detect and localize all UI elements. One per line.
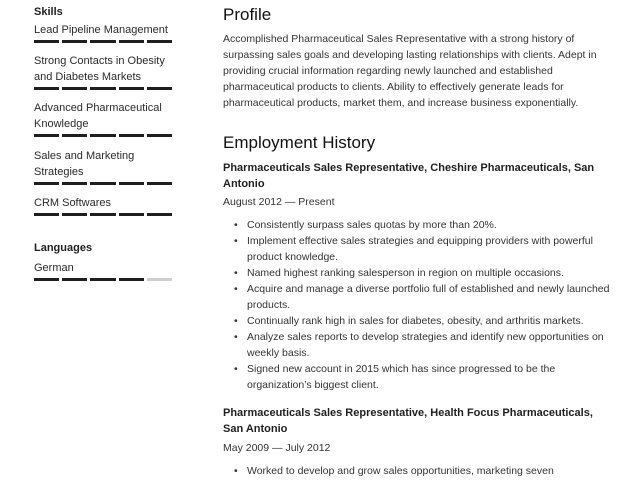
level-segment-filled (62, 213, 87, 216)
language-level-bar (34, 278, 172, 281)
skill-label: Lead Pipeline Management (34, 24, 168, 36)
list-item: • Continually rank high in sales for diabetes, obesity, and arthritis markets. (247, 313, 619, 329)
level-segment-filled (147, 40, 172, 43)
level-segment-filled (62, 182, 87, 185)
skills-heading: Skills (34, 6, 63, 18)
level-segment-filled (62, 134, 87, 137)
skill-item (34, 148, 172, 185)
skill-level-bar (34, 134, 172, 137)
level-segment-filled (34, 87, 59, 90)
job-title: Pharmaceuticals Sales Representative, Cheshire Pharmaceuticals, San Antonio (223, 162, 595, 190)
languages-heading: Languages (34, 242, 93, 254)
level-segment-filled (34, 182, 59, 185)
level-segment-empty (147, 278, 172, 281)
skill-item (34, 22, 172, 43)
level-segment-filled (34, 213, 59, 216)
list-item: • Implement effective sales strategies and equipping providers with powerful product knowledge. (247, 233, 619, 265)
level-segment-filled (62, 87, 87, 90)
list-item: • Consistently surpass sales quotas by more than 20%. (247, 217, 619, 233)
skill-level-bar (34, 182, 172, 185)
job-bullets (223, 463, 619, 479)
level-segment-filled (119, 87, 144, 90)
level-segment-filled (119, 182, 144, 185)
list-item: • Signed new account in 2015 which has since progressed to be the organization’s biggest client. (247, 361, 619, 393)
level-segment-filled (62, 40, 87, 43)
employment-heading: Employment History (223, 133, 376, 152)
level-segment-filled (90, 182, 115, 185)
level-segment-filled (90, 278, 115, 281)
list-item: • Worked to develop and grow sales opportunities, marketing seven (247, 463, 619, 479)
skill-level-bar (34, 213, 172, 216)
language-label: German (34, 262, 74, 274)
level-segment-filled (147, 134, 172, 137)
level-segment-filled (34, 40, 59, 43)
profile-text: Accomplished Pharmaceutical Sales Representative with a strong history of surpassing sales goals and developing lasting relationships with clients. Adept in providing crucial information regarding newly launched and established pharmaceutical products to clients. Ability to effectively generate leads for pharmaceutical products, market them, and increase business exponentially. (223, 33, 597, 109)
profile-heading: Profile (223, 5, 272, 24)
job-dates: August 2012 — Present (223, 196, 335, 208)
level-segment-filled (147, 213, 172, 216)
level-segment-filled (119, 213, 144, 216)
level-segment-filled (147, 87, 172, 90)
list-item: • Named highest ranking salesperson in region on multiple occasions. (247, 265, 619, 281)
level-segment-filled (90, 87, 115, 90)
level-segment-filled (119, 134, 144, 137)
skill-label: Strong Contacts in Obesity and Diabetes Markets (34, 55, 165, 83)
list-item: • Acquire and manage a diverse portfolio full of established and newly launched products. (247, 281, 619, 313)
job-dates: May 2009 — July 2012 (223, 442, 331, 454)
level-segment-filled (90, 134, 115, 137)
list-item: • Analyze sales reports to develop strategies and identify new opportunities on weekly basis. (247, 329, 619, 361)
job-title: Pharmaceuticals Sales Representative, Health Focus Pharmaceuticals, San Antonio (223, 407, 593, 435)
skill-level-bar (34, 87, 172, 90)
level-segment-filled (119, 40, 144, 43)
skill-item (34, 53, 172, 90)
level-segment-filled (147, 182, 172, 185)
job-bullets (223, 217, 619, 393)
level-segment-filled (62, 278, 87, 281)
level-segment-filled (34, 134, 59, 137)
skill-label: Sales and Marketing Strategies (34, 150, 135, 178)
level-segment-filled (119, 278, 144, 281)
skill-level-bar (34, 40, 172, 43)
level-segment-filled (90, 213, 115, 216)
skill-item (34, 100, 172, 137)
language-item (34, 260, 172, 281)
skill-label: CRM Softwares (34, 197, 112, 209)
skill-item (34, 195, 172, 216)
skill-label: Advanced Pharmaceutical Knowledge (34, 102, 162, 130)
level-segment-filled (34, 278, 59, 281)
level-segment-filled (90, 40, 115, 43)
